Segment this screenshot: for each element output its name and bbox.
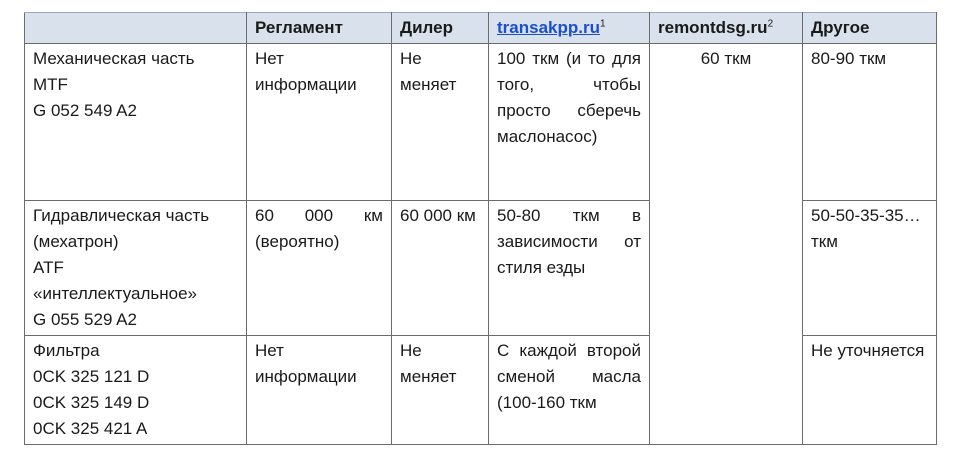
drugoe-cell: 80-90 ткм bbox=[803, 44, 937, 201]
row-name-line: MTF bbox=[33, 75, 68, 94]
reglament-cell: 60 000 км (вероятно) bbox=[247, 201, 392, 336]
transakpp-cell: С каждой второй сменой масла (100-160 ткм bbox=[489, 336, 650, 445]
diler-cell: Не меняет bbox=[392, 336, 489, 445]
row-name-line: Механическая часть bbox=[33, 49, 195, 68]
row-name-line: 0CK 325 121 D bbox=[33, 367, 150, 386]
row-name-cell bbox=[25, 44, 247, 201]
row-name-cell bbox=[25, 336, 247, 445]
row-name-line: Фильтра bbox=[33, 341, 100, 360]
drugoe-cell: Не уточняется bbox=[803, 336, 937, 445]
header-drugoe: Другое bbox=[803, 13, 937, 44]
header-row bbox=[25, 13, 937, 44]
drugoe-cell: 50-50-35-35…ткм bbox=[803, 201, 937, 336]
header-diler: Дилер bbox=[392, 13, 489, 44]
reglament-cell: Нет информации bbox=[247, 336, 392, 445]
service-interval-table bbox=[24, 12, 937, 445]
header-remontdsg bbox=[650, 13, 803, 44]
header-reglament: Регламент bbox=[247, 13, 392, 44]
row-name-line: G 055 529 A2 bbox=[33, 310, 137, 329]
footnote-1-marker: 1 bbox=[599, 18, 606, 30]
diler-cell: Не меняет bbox=[392, 44, 489, 201]
row-name-line: 0CK 325 149 D bbox=[33, 393, 150, 412]
remontdsg-merged-cell: 60 ткм bbox=[650, 44, 803, 445]
footnote-2-marker: 2 bbox=[767, 18, 774, 30]
row-name-cell bbox=[25, 201, 247, 336]
header-transakpp bbox=[489, 13, 650, 44]
header-empty-cell bbox=[25, 13, 247, 44]
reglament-cell: Нет информации bbox=[247, 44, 392, 201]
row-name-line: «интеллектуальное» bbox=[33, 284, 198, 303]
table-row bbox=[25, 44, 937, 201]
remontdsg-label: remontdsg.ru bbox=[658, 18, 768, 37]
transakpp-cell: 50-80 ткм в зависимости от стиля езды bbox=[489, 201, 650, 336]
transakpp-cell: 100 ткм (и то для того, чтобы просто сберечь маслонасос) bbox=[489, 44, 650, 201]
transakpp-link[interactable]: transakpp.ru bbox=[497, 18, 600, 37]
diler-cell: 60 000 км bbox=[392, 201, 489, 336]
row-name-line: ATF bbox=[33, 258, 64, 277]
row-name-line: G 052 549 A2 bbox=[33, 101, 137, 120]
row-name-line: Гидравлическая часть (мехатрон) bbox=[33, 206, 210, 251]
row-name-line: 0CK 325 421 A bbox=[33, 419, 148, 438]
